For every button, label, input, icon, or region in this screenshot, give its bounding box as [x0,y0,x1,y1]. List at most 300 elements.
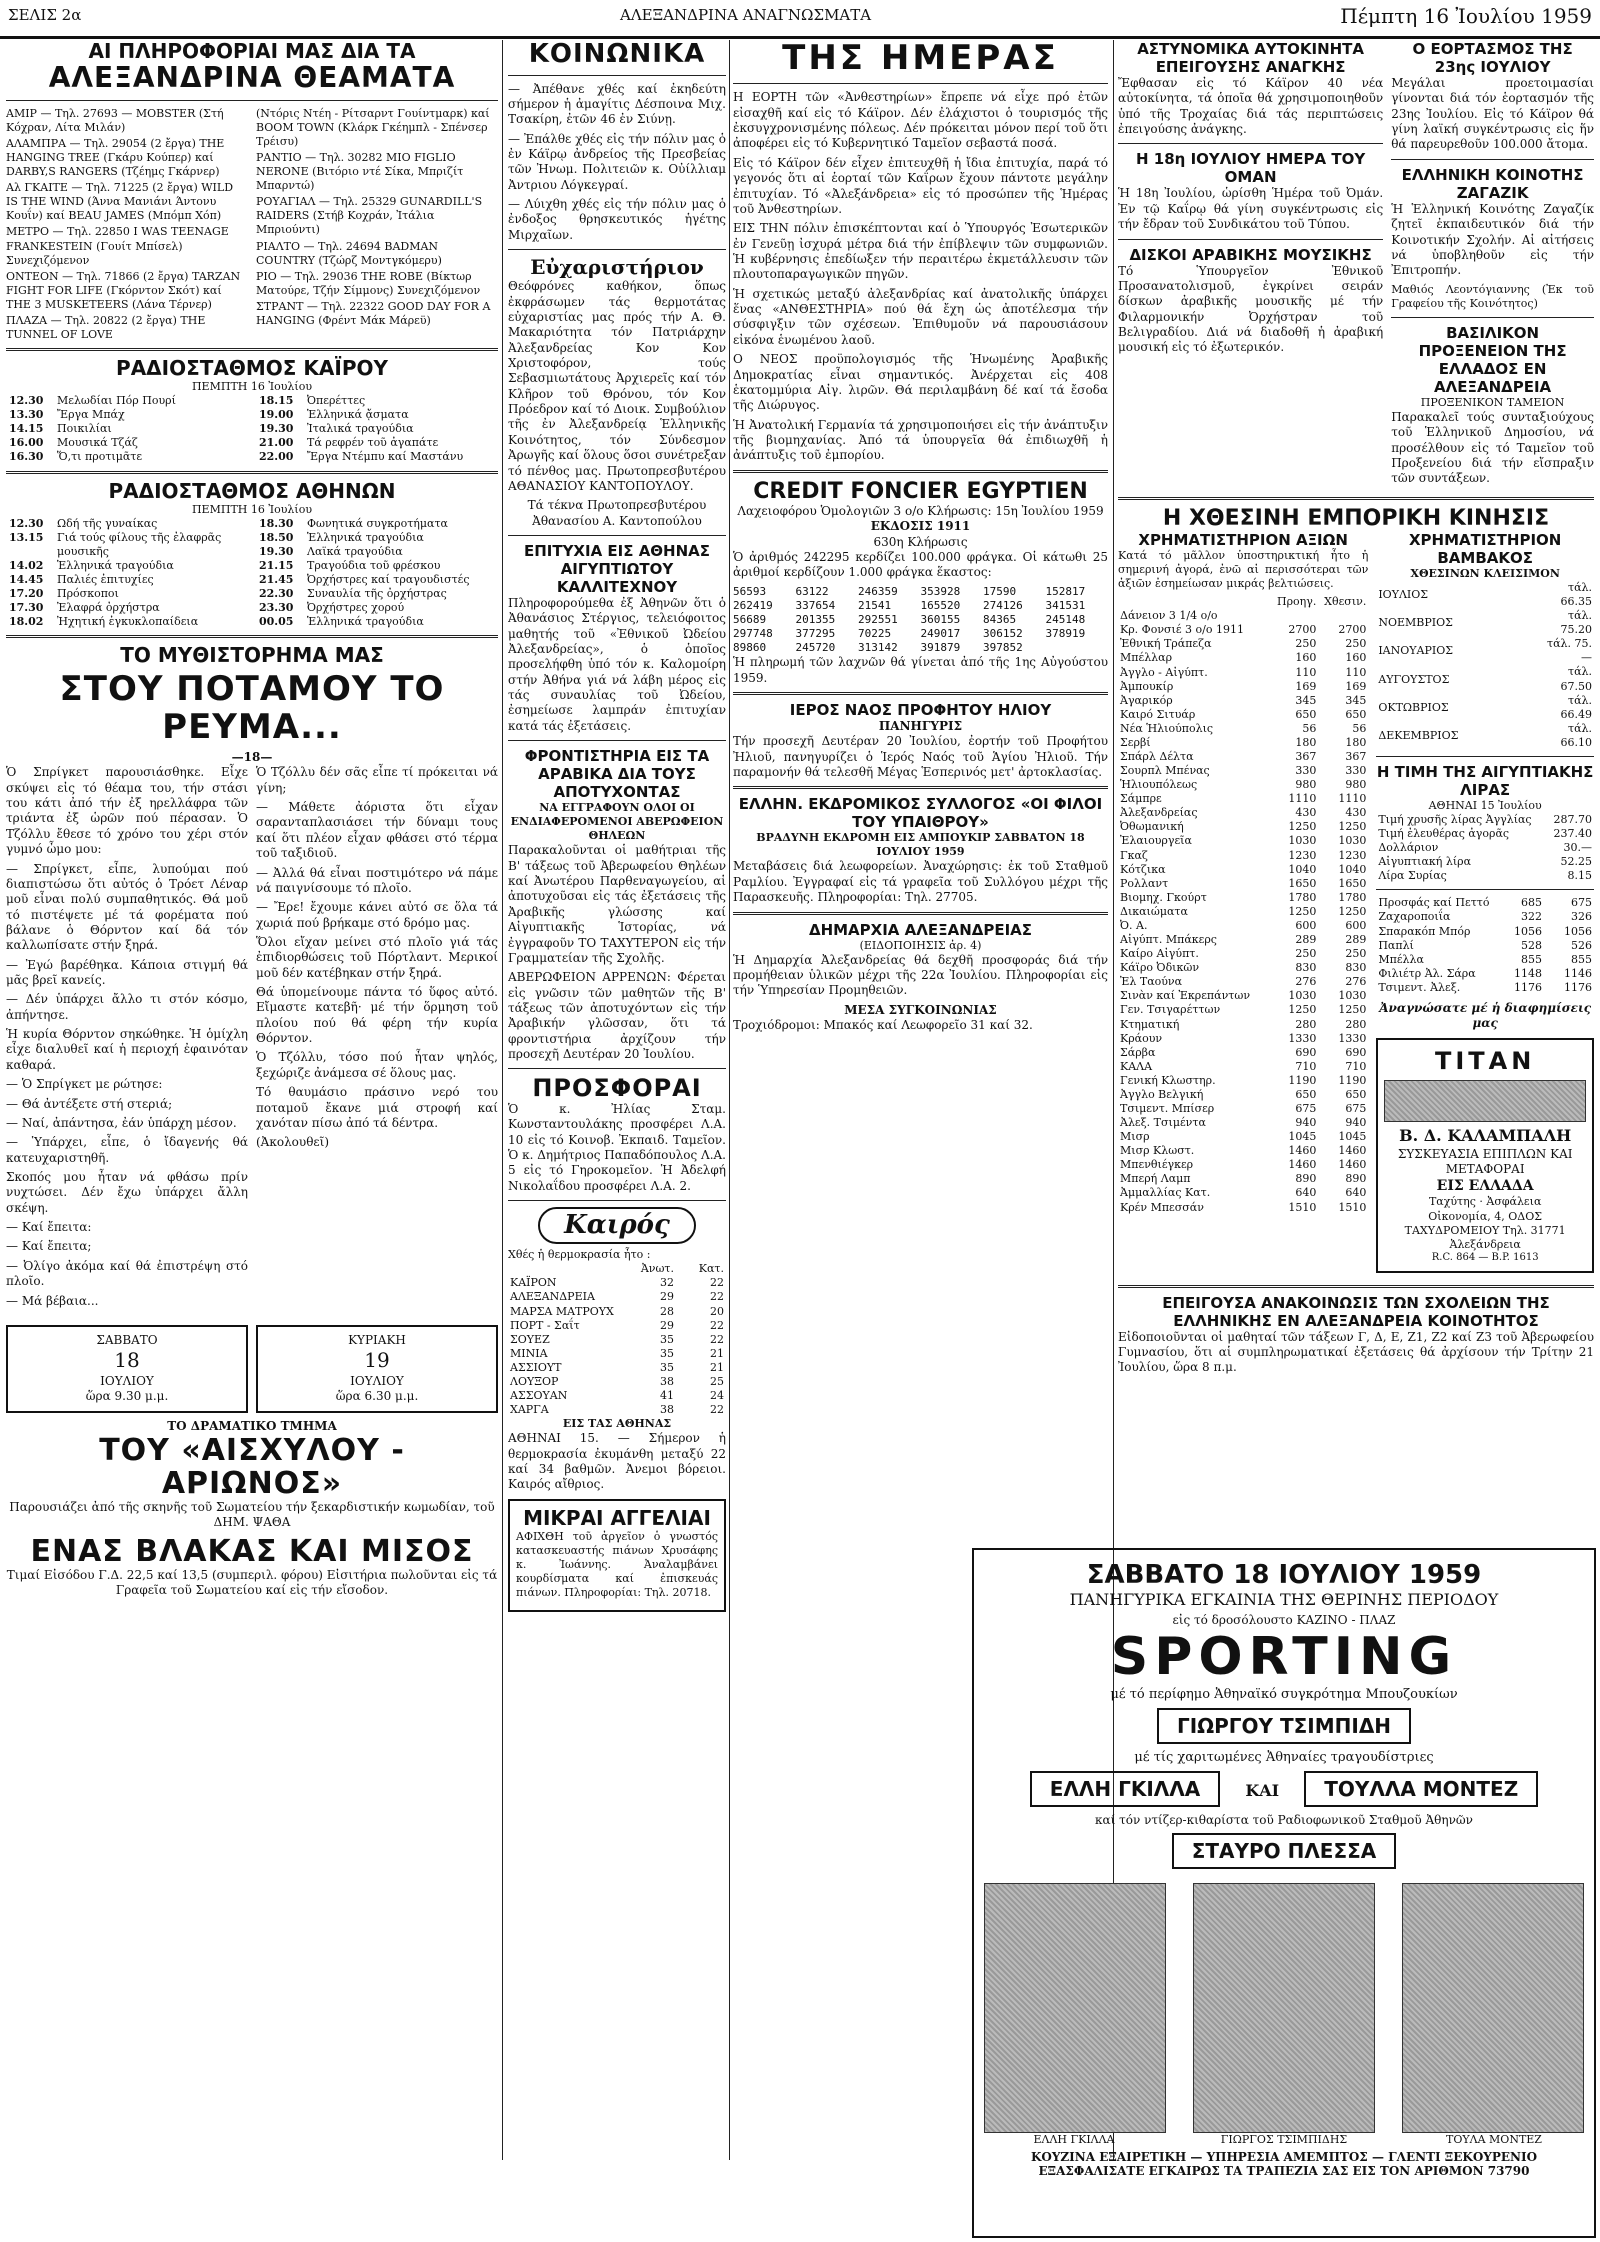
weather-col-header: Κατ. [698,1262,724,1276]
stock-row-cell: Ἀγγλο - Αἰγύπτ. [1120,665,1208,679]
goods-row-cell: Σπαρακόπ Μπόρ [1378,924,1471,938]
and-label: ΚΑΙ [1245,1781,1280,1800]
read-ads-note: Ἀναγνώσατε μέ ἡ διαφημίσεις μας [1379,1000,1592,1031]
exam-heading: ΕΠΙΤΥΧΙΑ ΕΙΣ ΑΘΗΝΑΣ ΑΙΓΥΠΤΙΩΤΟΥ ΚΑΛΛΙΤΕΧΝΟΥ [523,541,711,596]
cinema-entry: ΜΕΤΡΟ — Τηλ. 22850 I WAS TEENAGE FRANKESTEIN (Γουίτ Μπίσελ) Συνεχιζόμενον [6,225,229,267]
stock-row [1118,1186,1368,1200]
stock-row-cell: Ὀ. Α. [1120,918,1148,932]
schedule-time: 22.30 [259,586,294,600]
singer-name: ΤΟΥΛΛΑ ΜΟΝΤΕΖ [1304,1771,1538,1807]
schedule-time: 18.50 [259,530,294,544]
stock-row-cell: Νέα Ἡλιούπολις [1120,721,1214,735]
goods-row [1376,925,1594,939]
stock-row [1118,1116,1368,1130]
stock-row-cell: Βιομηχ. Γκούρτ [1120,890,1207,904]
weather-row-cell: ΑΛΕΞΑΝΔΡΕΙΑ [510,1290,595,1304]
stock-row [1118,609,1368,623]
consulate-text: Παρακαλεῖ τούς συνταξιούχους τοῦ Ἑλληνικοῦ Δημοσίου, νά προσέλθουν εἰς τό Ταμεῖον τοῦ Προξενείου διά τήν εἴσπραξιν τῶν συντάξεων. [1391,409,1594,486]
cotton-row-cell: τάλ. 66.10 [1560,721,1592,749]
stock-row-cell: 650 [1295,707,1317,721]
stock-row-cell: 1045 [1288,1130,1317,1144]
police-heading: ΑΣΤΥΝΟΜΙΚΑ ΑΥΤΟΚΙΝΗΤΑ ΕΠΕΙΓΟΥΣΗΣ ΑΝΑΓΚΗΣ [1137,40,1365,76]
cotton-section [1376,531,1594,1279]
goods-row [1376,981,1594,995]
church-heading: ΙΕΡΟΣ ΝΑΟΣ ΠΡΟΦΗΤΟΥ ΗΛΙΟΥ [789,700,1052,719]
schedule-time: 21.45 [259,572,294,586]
credit-foncier-issue: ΕΚΔΟΣΙΣ 1911 [870,519,971,534]
novel-paragraph: — Ὁ Σπρίγκετ με ρώτησε: [6,1077,163,1092]
schedule-row [256,573,498,587]
titan-logo: ΤΙΤΑΝ [1434,1046,1536,1075]
date-day: 18 [114,1348,140,1373]
weather-row-cell: 22 [710,1403,724,1417]
date-month: ΙΟΥΛΙΟΥ [350,1373,404,1388]
radio-athens-day: ΠΕΜΠΤΗ 16 Ἰουλίου [191,502,313,516]
article-paragraph: Ἡ Ἀνατολική Γερμανία τά χρησιμοποιήσει εἰς τήν ἀνάπτυξιν τῆς βιομηχανίας. Ἀπό τά ὑπουργεῖα θά ἐπιδιωχθῆ ἡ ἀνάπτυξις τοῦ ἐμπορίου. [733,417,1108,463]
schedule-row [6,450,248,464]
sporting-with: μέ τό περίφημο Ἀθηναϊκό συγκρότημα Μπουζουκίων [1110,1687,1458,1702]
stock-row-cell: 2700 [1288,623,1317,637]
radio-cairo-right [256,394,498,464]
stock-row-cell: Κρέν Μπεσσάν [1120,1200,1204,1214]
lottery-number: 84365 [983,612,1017,626]
schedule-row [256,422,498,436]
schedule-show: Φωνητικά συγκροτήματα [307,516,448,530]
cinema-entry: ΡΙΑΛΤΟ — Τηλ. 24694 BADMAN COUNTRY (Τζώρζ Μοντγκόμερυ) [256,239,442,267]
schedule-show: Ἑλληνικά τραγούδια [57,558,174,572]
stock-row-cell: 940 [1295,1116,1317,1130]
stock-row-cell: 690 [1345,1045,1367,1059]
credit-foncier-draw: 630η Κλήρωσις [873,534,968,549]
lira-row-cell: 52.25 [1560,855,1592,869]
theatre-dates [6,1319,498,1419]
stock-row-cell: 710 [1295,1059,1317,1073]
weather-row-cell: ΛΟΥΞΟΡ [510,1374,559,1388]
goods-row-cell: 326 [1571,910,1592,924]
stock-row-cell: Γκαζ [1120,848,1148,862]
stock-row [1118,1158,1368,1172]
schedule-time: 18.15 [259,394,294,408]
schedule-row [6,559,248,573]
stock-row [1118,764,1368,778]
stock-row [1118,806,1368,820]
stock-row-cell: 250 [1295,637,1317,651]
sporting-sub: ΠΑΝΗΓΥΡΙΚΑ ΕΓΚΑΙΝΙΑ ΤΗΣ ΘΕΡΙΝΗΣ ΠΕΡΙΟΔΟΥ [1069,1590,1499,1609]
stock-row [1118,623,1368,637]
transport-text: Τροχιόδρομοι: Μπακός καί Λεωφορεῖο 31 καί 32. [733,1018,1033,1033]
offer-text: Ὁ κ. Ἠλίας Σταμ. Κωνσταντουλάκης προσφέρει Λ.Α. 10 εἰς τό Κοινοβ. Ἐκπαιδ. Ταμεῖον. Ὁ κ. Δημήτριος Παπαδόπουλος Λ.Α. 5 εἰς τό Γηροκομεῖον. Ἡ Ἀδελφή Νικολαΐδου προσφέρει Λ.Α. 2. [508,1101,726,1193]
stock-row [1118,919,1368,933]
stock-row [1118,863,1368,877]
lira-row-cell: 287.70 [1553,813,1592,827]
stock-row-cell: 1460 [1288,1144,1317,1158]
novel-paragraph: Σκοπός μου ἦταν νά φθάσω πρίν νυχτώσει. Δέν ἔχω ὑπάρχει ἄλλη σκέψη. [6,1169,248,1215]
stock-row-cell: 250 [1345,637,1367,651]
lira-row-cell: Αἰγυπτιακή λίρα [1378,855,1472,869]
stock-row-cell: Σουρπλ Μπένας [1120,764,1210,778]
lottery-number: 165520 [920,598,961,612]
stocks-col-header: Χθεσιν. [1324,595,1367,609]
weather-row-cell: 20 [710,1304,724,1318]
cotton-row [1376,722,1594,750]
stock-row-cell: Ρολλαντ [1120,876,1169,890]
stock-row [1118,975,1368,989]
stock-row-cell: 1040 [1338,862,1367,876]
police-text: Ἔφθασαν εἰς τό Κάϊρον 40 νέα αὐτοκίνητα, τά ὁποῖα θά χρησιμοποιηθοῦν ὑπό τῆς Τροχαίας διά τάς περιπτώσεις ἐπειγούσης ἀνάγκης. [1118,76,1384,137]
sporting-with-3: καί τόν ντίζερ-κιθαρίστα τοῦ Ραδιοφωνικοῦ Σταθμοῦ Ἀθηνῶν [1095,1813,1473,1827]
titan-line: ΣΥΣΚΕΥΑΣΙΑ ΕΠΙΠΛΩΝ ΚΑΙ ΜΕΤΑΦΟΡΑΙ [1397,1146,1573,1177]
novel-paragraph: — Μάθετε ἀόριστα ὅτι εἶχαν σαρανταπλασιάσει τήν δύναμι τους καί ὅτι πλέον εἶχαν φθάσει στό τέρμα τοῦ ταξιδιοῦ. [256,800,498,861]
weather-row-cell: 22 [710,1290,724,1304]
goods-row-cell: 855 [1521,952,1542,966]
novel-paragraph: — Ὑπάρχει, εἶπε, ὁ ἴδαγενής θά κατευχαριστηθῆ. [6,1135,248,1165]
date-box-saturday [6,1325,248,1413]
lira-row-cell: Δολλάριον [1378,841,1439,855]
schedule-row [6,394,248,408]
schedule-show: Συναυλία τῆς ὀρχήστρας [307,586,447,600]
tutor-heading: ΦΡΟΝΤΙΣΤΗΡΙΑ ΕΙΣ ΤΑ ΑΡΑΒΙΚΑ ΔΙΑ ΤΟΥΣ ΑΠΟΤΥΧΟΝΤΑΣ [524,747,710,802]
novel-paragraph: Ὁ Τζόλλυ, τόσο πού ἦταν ψηλός, ξεχώριζε ἀνάμεσα σέ ὅλους μας. [256,1050,498,1080]
novel-paragraph: — Ἀλλά θά εἶναι ποστιμότερο νά πάμε νά παιγνίσουμε τό πλοῖο. [256,865,498,895]
goods-row-cell: 322 [1521,910,1542,924]
goods-row [1376,910,1594,924]
stock-row-cell: 1030 [1338,834,1367,848]
lottery-number: 70225 [858,626,892,640]
sporting-star: ΓΙΩΡΓΟΥ ΤΣΙΜΠΙΔΗ [1157,1708,1411,1744]
stocks-intro: Κατά τό μᾶλλον ὑποστηρικτική ἦτο ἡ σημερινή ἀγορά, ἐνῶ αἱ περισσότεραι τῶν ἀξιῶν ἐσημείωσαν μικράς βελτιώσεις. [1118,548,1369,591]
zagazig-sign: Μαθιός Λεοντόγιαννης (Ἐκ τοῦ Γραφείου τῆς Κοινότητος) [1391,282,1594,310]
stock-row-cell: 650 [1295,1087,1317,1101]
stock-row-cell: 169 [1345,679,1367,693]
radio-cairo-heading: ΡΑΔΙΟΣΤΑΘΜΟΣ ΚΑΪΡΟΥ [116,356,388,381]
weather-row-cell: 21 [710,1360,724,1374]
oman-heading: Η 18η ΙΟΥΛΙΟΥ ΗΜΕΡΑ ΤΟΥ ΟΜΑΝ [1136,150,1366,187]
stock-row [1118,961,1368,975]
stock-row [1118,1060,1368,1074]
stock-row-cell: 980 [1345,778,1367,792]
stock-row-cell: 250 [1295,947,1317,961]
social-item: — Ἀπέθανε χθές καί ἐκηδεύτη σήμερον ἡ ἀμαγίτις Δέσποινα Μιχ. Τσακίρη, ἐτῶν 46 ἐν Σιύνῃ. [508,81,726,127]
schedule-row [256,450,498,464]
schedule-time: 19.00 [259,408,294,422]
novel-paragraph: — Καί ἔπειτα; [6,1239,92,1254]
stock-row-cell: 430 [1345,806,1367,820]
schedule-show: Ἰταλικά τραγούδια [307,422,414,436]
stock-row-cell: 160 [1295,651,1317,665]
article-paragraph: Εἰς τό Κάϊρον δέν εἶχεν ἐπιτευχθῆ ἡ ἴδια ἐπιτυχία, παρά τό γεγονός ὅτι αἱ ἑορταί τῶν Καΐρων ἔχουν πάντοτε μεγάλην ἐπιτυχίαν. Τό «Ἀλεξάνδρεια» εἰς τό προσώπεν τῆς Ἡμέρας τοῦ Ἀνθεστηρίων. [733,155,1108,216]
stock-row-cell: 1045 [1338,1130,1367,1144]
stock-row-cell: 1780 [1338,890,1367,904]
weather-row-cell: 29 [660,1318,674,1332]
guitarist-name: ΣΤΑΥΡΟ ΠΛΕΣΣΑ [1172,1833,1397,1869]
stock-row-cell: 367 [1295,750,1317,764]
weather-col-header: Ἀνωτ. [640,1262,674,1276]
lottery-numbers [733,585,1108,655]
schedule-show: Ποικιλίαι [57,422,112,436]
novel-paragraph: — Ἐγώ βαρέθηκα. Κάποια στιγμή θά μᾶς βρεῖ κανείς. [6,957,248,988]
cotton-row [1376,694,1594,722]
stock-row-cell: 890 [1295,1172,1317,1186]
church-text: Τήν προσεχῆ Δευτέραν 20 Ἰουλίου, ἐορτήν τοῦ Προφήτου Ἠλιοῦ, πανηγυρίζει ὁ Ἱερός Ναός τοῦ Ἁγίου Ἠλιοῦ. Τήν παραμονήν θά τελεσθῆ Μέγας Ἑσπερινός μετ' ἀρτοκλασίας. [733,734,1108,779]
stock-row-cell: 640 [1295,1186,1317,1200]
tutor-text: Παρακαλοῦνται οἱ μαθήτριαι τῆς Β' τάξεως τοῦ Ἀβερωφείου Θηλέων καί Ἀνωτέρου Παρθεναγωγείου, αἱ ἀποτυχοῦσαι εἰς τάς ἐξετάσεις τῆς Ἀραβικῆς γλώσσης καί Αἰγυπτιακῆς Ἱστορίας, νά ἐγγραφοῦν ΤΟ ΤΑΧΥΤΕΡΟΝ εἰς τήν Γραμματείαν τῆς Σχολῆς. [508,843,726,965]
stock-row-cell: 650 [1345,1087,1367,1101]
weather-row-cell: ΜΙΝΙΑ [510,1346,548,1360]
weather-row-cell: 35 [660,1360,674,1374]
titan-ad [1376,1038,1594,1273]
stock-row-cell: Γενική Κλωστηρ. [1120,1073,1216,1087]
schedule-time: 13.30 [9,408,44,422]
schedule-time: 12.30 [9,516,44,530]
cotton-row-cell: ΝΟΕΜΒΡΙΟΣ [1378,616,1453,630]
stock-row-cell: Ἡλιουπόλεως [1120,778,1198,792]
stock-row [1118,666,1368,680]
goods-row-cell: 1056 [1564,924,1592,938]
goods-row-cell: 675 [1571,896,1592,910]
stock-row-cell: 1230 [1338,848,1367,862]
lottery-number: 246359 [858,584,898,598]
stock-row-cell: 940 [1345,1116,1367,1130]
stock-row-cell: 1110 [1288,792,1317,806]
stock-row-cell: 690 [1295,1045,1317,1059]
weather-row [508,1361,726,1375]
stock-row [1118,933,1368,947]
schedule-show: Γιά τούς φίλους τῆς ἐλαφρᾶς μουσικῆς [57,530,222,558]
goods-row [1376,953,1594,967]
stock-row [1118,680,1368,694]
weather-logo: Καιρός [538,1207,696,1244]
stock-row [1118,989,1368,1003]
stock-row-cell: 289 [1295,933,1317,947]
stock-row-cell: 1510 [1338,1200,1367,1214]
novel-column-right [256,765,498,1313]
titan-line: ΕΙΣ ΕΛΛΑΔΑ [1436,1177,1534,1194]
weather-row-cell: ΑΣΣΙΟΥΤ [510,1360,562,1374]
lottery-number: 274126 [983,598,1023,612]
cinema-entry: ΑΛΑΜΠΡΑ — Τηλ. 29054 (2 ἔργα) THE HANGING TREE (Γκάρυ Κούπερ) καί DARBY,S RANGERS (Τζέημς Γκάρνερ) [6,136,225,179]
thanks-heading: Εὐχαριστήριον [530,255,704,280]
stock-row-cell: 280 [1295,1017,1317,1031]
schedule-time: 22.00 [259,450,294,464]
titan-rc: R.C. 864 — B.P. 1613 [1431,1251,1539,1263]
weather-table [508,1262,726,1417]
credit-foncier-sub: Λαχειοφόρου Ὁμολογιῶν 3 ο/ο Κλήρωσις: 15η Ἰουλίου 1959 [737,503,1104,518]
stock-row [1118,1102,1368,1116]
cinema-entry: ΡΙΟ — Τηλ. 29036 THE ROBE (Βίκτωρ Ματούρε, Τζήν Σίμμονς) Συνεχιζόμενον [256,269,481,297]
cotton-row [1376,637,1594,665]
weather-row-cell: 22 [710,1276,724,1290]
stock-row [1118,1130,1368,1144]
cinema-list-left [6,107,248,342]
weather-row-cell: 24 [710,1389,724,1403]
column-1 [6,40,498,1602]
stock-row-cell: 650 [1345,707,1367,721]
tutor-sub: ΝΑ ΕΓΓΡΑΦΟΥΝ ΟΛΟΙ ΟΙ ΕΝΔΙΑΦΕΡΟΜΕΝΟΙ ΑΒΕΡΩΦΕΙΟΝ ΘΗΛΕΩΝ [510,801,724,843]
stock-row [1118,1046,1368,1060]
stock-row-cell: 1230 [1288,848,1317,862]
lira-row-cell: Λίρα Συρίας [1378,869,1447,883]
titan-address: Οἰκονομία, 4, ΟΔΟΣ ΤΑΧΥΔΡΟΜΕΙΟΥ Τηλ. 31771 Ἀλεξάνδρεια [1404,1209,1566,1251]
credit-foncier-heading: CREDIT FONCIER EGYPTIEN [753,478,1088,504]
stock-row-cell: 1780 [1288,890,1317,904]
schedule-row [256,394,498,408]
stock-row-cell: 1250 [1288,904,1317,918]
lottery-number: 56689 [733,612,767,626]
weather-header-row [508,1262,726,1276]
goods-row-cell: 1056 [1514,924,1542,938]
lottery-number: 377295 [795,626,836,640]
schedule-row [256,408,498,422]
schedule-show: Παλιές ἐπιτυχίες [57,572,154,586]
radio-athens-heading: ΡΑΔΙΟΣΤΑΘΜΟΣ ΑΘΗΝΩΝ [108,478,396,503]
weather-row-cell: ΜΑΡΣΑ ΜΑΤΡΟΥΧ [510,1304,614,1318]
classifieds-heading: ΜΙΚΡΑΙ ΑΓΓΕΛΙΑΙ [523,1505,711,1530]
stock-row-cell: Μισρ [1120,1130,1150,1144]
stock-row-cell: 367 [1345,750,1367,764]
column-3 [733,40,1108,1037]
novel-paragraph: Θά ὑπομείνουμε πάντα τό ὕφος αὐτό. Εἴμαστε κατεβῆ· μέ τήν ὅρμηση τοῦ πλοίου πού θά φέρη τήν κυρία Θόρντον. [256,985,498,1046]
stock-row [1118,947,1368,961]
novel-paragraph: — Θά ἀντέξετε στή στεριά; [6,1096,173,1111]
lottery-number: 391879 [920,641,961,655]
lottery-number: 152817 [1045,584,1086,598]
schedule-show: Ἔργα Ντέμπυ καί Μαστάνυ [307,450,464,464]
cotton-heading: ΧΡΗΜΑΤΙΣΤΗΡΙΟΝ ΒΑΜΒΑΚΟΣ [1408,530,1562,567]
stock-row [1118,834,1368,848]
stock-row-cell: Μπενθιέγκερ [1120,1158,1194,1172]
masthead: ΑΛΕΞΑΝΔΡΙΝΑ ΑΝΑΓΝΩΣΜΑΤΑ [620,6,872,24]
lottery-number: 297748 [733,626,773,640]
novel-title: ΣΤΟΥ ΠΟΤΑΜΟΥ ΤΟ ΡΕΥΜΑ... [59,669,445,747]
photo-caption: ΓΙΩΡΓΟΣ ΤΣΙΜΠΙΔΗΣ [1220,2133,1348,2146]
stock-row-cell: 1330 [1338,1031,1367,1045]
lottery-number: 201355 [795,612,836,626]
radio-cairo-left [6,394,248,464]
lira-row [1376,841,1594,855]
schedule-time: 23.30 [259,601,294,615]
stock-row-cell: 1250 [1288,1003,1317,1017]
schedule-show: Ἐλαφρά ὀρχήστρα [57,601,160,615]
radio-athens-right [256,517,498,630]
stock-row-cell: 1460 [1288,1158,1317,1172]
weather-row [508,1319,726,1333]
schedule-row [256,545,498,559]
cotton-row [1376,665,1594,693]
schedule-row [256,615,498,629]
schedule-time: 14.45 [9,572,44,586]
goods-row-cell: 1176 [1564,980,1592,994]
holiday-news [1391,40,1594,491]
stock-row-cell: 1040 [1288,862,1317,876]
schedule-row [6,587,248,601]
cinema-heading-main: ΑΛΕΞΑΝΔΡΙΝΑ ΘΕΑΜΑΤΑ [48,61,456,94]
cotton-row-cell: ΙΑΝΟΥΑΡΙΟΣ [1378,644,1454,658]
stock-row [1118,1201,1368,1215]
cotton-row-cell: τάλ. 75.20 [1560,609,1592,637]
goods-row [1376,967,1594,981]
schedule-time: 21.00 [259,436,294,450]
schedule-time: 16.00 [9,436,44,450]
social-heading: ΚΟΙΝΩΝΙΚΑ [528,40,706,69]
cotton-row-cell: ΙΟΥΛΙΟΣ [1378,588,1429,602]
stock-row-cell: 430 [1295,806,1317,820]
weather-row [508,1276,726,1290]
municipal-heading: ΔΗΜΑΡΧΙΑ ΑΛΕΞΑΝΔΡΕΙΑΣ [808,920,1033,939]
novel-paragraph: — Ἔρε! ἔχουμε κάνει αὐτό σε ὅλα τά χωριά πού βρήκαμε στό δρόμο μας. [256,900,498,930]
stock-row-cell: 1250 [1338,820,1367,834]
stock-row-cell: 1030 [1338,989,1367,1003]
social-item: — Λύιχθη χθές εἰς τήν πόλιν μας ὁ ἐνδοξος θρησκευτικός ἡγέτης Μιρχαῖων. [508,197,726,242]
lottery-number: 262419 [733,598,773,612]
stock-row-cell: Ἀγγλο Βελγική [1120,1087,1204,1101]
lottery-number: 360155 [920,612,961,626]
stock-row-cell: 180 [1345,735,1367,749]
cinema-entry: ΡΑΝΤΙΟ — Τηλ. 30282 MIO FIGLIO NERONE (Βιτόριο ντέ Σίκα, Μπριζίτ Μπαρντώ) [256,151,464,193]
schedule-row [6,408,248,422]
schedule-time: 16.30 [9,450,44,464]
stock-row [1118,820,1368,834]
schedule-row [256,559,498,573]
schedule-show: Μελωδίαι Πόρ Πουρί [57,394,176,408]
theatre-sub: Παρουσιάζει ἀπό τῆς σκηνῆς τοῦ Σωματείου τήν ξεκαρδιστικήν κωμωδίαν, τοῦ ΔΗΜ. ΨΑΘΑ [9,1499,495,1530]
article-paragraph: Ο ΝΕΟΣ προϋπολογισμός τῆς Ἡνωμένης Ἀραβικῆς Δημοκρατίας εἶναι σημαντικός. Ἀνέρχεται εἰς 408 ἑκατομμύρια Αἰγ. λιρῶν. Θά περιλαμβάνη δέ καί τά ἔσοδα τῆς Διώρυγος. [733,352,1108,413]
schedule-row [6,573,248,587]
article-paragraph: Ἡ σχετικώς μεταξύ ἀλεξανδρίας καί ἀνατολικῆς ὑπάρχει ἕνας «ΑΝΘΕΣΤΗΡΙΑ» πού θά ἔχη ὡς ἀποτέλεσμα τήν σύσφιγξιν τῶν σχέσεων. Ἐπιθυμοῦν νά παρουσιάσουν εἰκόνα ἑνωμένου λαοῦ. [733,286,1108,347]
schedule-time: 12.30 [9,394,44,408]
novel-paragraph: — Ναί, ἀπάντησα, ἐάν ὑπάρχη μέσον. [6,1115,237,1130]
credit-foncier-text: Ὁ ἀριθμός 242295 κερδίζει 100.000 φράγκα. Οἱ κάτωθι 25 ἀριθμοί κερδίζουν 1.000 φράγκα ἕκαστος: [733,550,1108,580]
goods-row-cell: 528 [1521,938,1542,952]
novel-paragraph: Ὁ Σπρίγκετ παρουσιάσθηκε. Εἶχε σκύψει εἰς τό θέαμα του, τήν στάσι του κάτι ἀπό τήν ἐξ ηρελλάφρα τῶν τριάντα ἐξ ὡρῶν πού πέρασαν. Ὁ Τζόλλυ ἔθεσε τό χρόνο του χέρι στόν γυμνό ὦμο μου: [6,765,248,857]
schedule-show: Ὀρχήστρες χορού [307,601,405,615]
stock-row-cell: 1030 [1288,989,1317,1003]
novel-paragraph: — Μά βέβαια... [6,1293,99,1308]
weather-row-cell: 35 [660,1332,674,1346]
music-heading: ΔΙΣΚΟΙ ΑΡΑΒΙΚΗΣ ΜΟΥΣΙΚΗΣ [1129,245,1372,264]
stock-row [1118,792,1368,806]
weather-athens-heading: ΕΙΣ ΤΑΣ ΑΘΗΝΑΣ [562,1417,672,1431]
stock-row-cell: Αἰγύπτ. Μπάκερς [1120,933,1217,947]
date-time: ὥρα 9.30 μ.μ. [85,1389,169,1404]
titan-name: Β. Δ. ΚΑΛΑΜΠΑΛΗ [1399,1126,1572,1146]
schedule-row [256,517,498,531]
cotton-row-cell: τάλ. 67.50 [1560,665,1592,693]
weather-row-cell: 21 [710,1346,724,1360]
schedule-row [6,531,248,559]
stock-row [1118,1018,1368,1032]
stock-row-cell: 830 [1295,961,1317,975]
column-2 [508,40,726,1618]
schedule-time: 14.15 [9,422,44,436]
transport-heading: ΜΕΣΑ ΣΥΓΚΟΙΝΩΝΙΑΣ [844,1002,997,1017]
stock-row [1118,694,1368,708]
stock-row-cell: 160 [1345,651,1367,665]
weather-row-cell: 38 [660,1374,674,1388]
stock-row-cell: Κάϊρο Ὀδικῶν [1120,961,1200,975]
stock-row-cell: Ἐλαιουργεῖα [1120,834,1192,848]
stock-row-cell: 830 [1345,961,1367,975]
stock-row-cell: 1460 [1338,1158,1367,1172]
goods-row-cell: 855 [1571,952,1592,966]
stock-row-cell: 1460 [1338,1144,1367,1158]
stock-row-cell: Δικαιώματα [1120,904,1188,918]
stock-row-cell: Σερβί [1120,735,1151,749]
goods-row-cell: 1148 [1514,966,1542,980]
stock-row-cell: Κράουν [1120,1031,1163,1045]
exam-text: Πληροφορούμεθα ἐξ Ἀθηνῶν ὅτι ὁ Ἀθανάσιος Στέργιος, τελειόφοιτος μαθητής τοῦ «Ἐθνικοῦ Ὠδείου Ἀλεξανδρείας», ὁ ὁποῖος προσελήφθη ὑπό τόν κ. Καλομοίρη στήν Ἀθήνα γιά νά λάβη μέρος εἰς τάς συναυλίας τοῦ Ὠδείου, ἐσημείωσε λαμπράν ἐπιτυχίαν κατά τάς ἐξετάσεις. [508,595,726,733]
novel-column-left [6,765,248,1313]
stock-row [1118,1088,1368,1102]
